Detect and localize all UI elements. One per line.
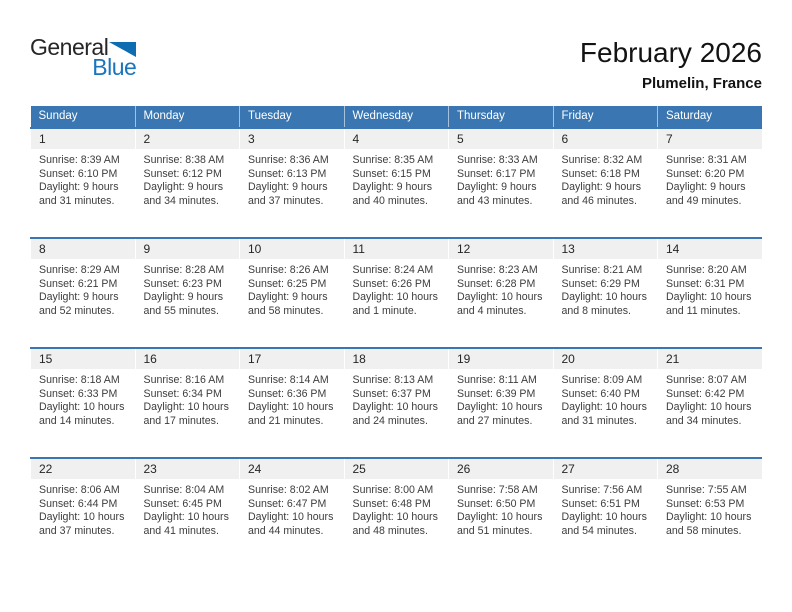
day-number: 21 <box>658 349 762 369</box>
sunrise-text: Sunrise: 8:04 AM <box>143 484 225 496</box>
weekday-header-row <box>31 106 763 128</box>
day-cell <box>658 458 763 568</box>
daylight-text: Daylight: 10 hours and 27 minutes. <box>457 401 543 427</box>
page-header <box>30 0 762 106</box>
daylight-text: Daylight: 9 hours and 31 minutes. <box>39 181 119 207</box>
sunrise-text: Sunrise: 8:14 AM <box>248 374 329 386</box>
daylight-text: Daylight: 9 hours and 58 minutes. <box>248 291 328 317</box>
day-cell <box>344 458 449 568</box>
sunset-text: Sunset: 6:33 PM <box>39 387 118 400</box>
daylight-text: Daylight: 10 hours and 37 minutes. <box>39 511 125 537</box>
weekday-header-saturday: Saturday <box>658 106 763 128</box>
calendar-table <box>30 106 762 568</box>
sunset-text: Sunset: 6:39 PM <box>457 387 536 400</box>
day-cell <box>240 348 345 458</box>
daylight-text: Daylight: 9 hours and 49 minutes. <box>666 181 746 207</box>
sunset-text: Sunset: 6:12 PM <box>143 167 222 180</box>
day-number: 8 <box>31 239 135 259</box>
day-cell <box>553 348 658 458</box>
day-number: 4 <box>345 129 449 149</box>
sunrise-text: Sunrise: 8:38 AM <box>143 154 225 166</box>
sunset-text: Sunset: 6:17 PM <box>457 167 536 180</box>
day-cell <box>31 348 136 458</box>
day-number: 26 <box>449 459 553 479</box>
daylight-text: Daylight: 10 hours and 31 minutes. <box>561 401 647 427</box>
sunrise-text: Sunrise: 8:20 AM <box>666 264 747 276</box>
daylight-text: Daylight: 9 hours and 52 minutes. <box>39 291 119 317</box>
daylight-text: Daylight: 10 hours and 4 minutes. <box>457 291 543 317</box>
day-number: 1 <box>31 129 135 149</box>
daylight-text: Daylight: 10 hours and 1 minute. <box>352 291 438 317</box>
daylight-text: Daylight: 9 hours and 37 minutes. <box>248 181 328 207</box>
day-number: 6 <box>554 129 658 149</box>
daylight-text: Daylight: 10 hours and 34 minutes. <box>666 401 752 427</box>
week-row-2 <box>31 238 763 348</box>
day-cell <box>658 128 763 238</box>
month-title: February 2026 <box>579 37 762 68</box>
day-cell <box>553 458 658 568</box>
week-row-3 <box>31 348 763 458</box>
sunset-text: Sunset: 6:26 PM <box>352 277 431 290</box>
daylight-text: Daylight: 9 hours and 40 minutes. <box>352 181 432 207</box>
logo-text-general: General <box>30 34 109 60</box>
day-number: 24 <box>240 459 344 479</box>
daylight-text: Daylight: 10 hours and 17 minutes. <box>143 401 229 427</box>
sunset-text: Sunset: 6:40 PM <box>561 387 640 400</box>
day-number: 2 <box>136 129 240 149</box>
day-cell <box>240 128 345 238</box>
sunset-text: Sunset: 6:45 PM <box>143 497 222 510</box>
day-number: 22 <box>31 459 135 479</box>
sunrise-text: Sunrise: 7:55 AM <box>666 484 747 496</box>
sunrise-text: Sunrise: 8:07 AM <box>666 374 747 386</box>
sunrise-text: Sunrise: 8:23 AM <box>457 264 538 276</box>
day-cell <box>31 458 136 568</box>
sunset-text: Sunset: 6:53 PM <box>666 497 745 510</box>
daylight-text: Daylight: 10 hours and 51 minutes. <box>457 511 543 537</box>
day-cell <box>135 348 240 458</box>
sunset-text: Sunset: 6:28 PM <box>457 277 536 290</box>
daylight-text: Daylight: 10 hours and 54 minutes. <box>561 511 647 537</box>
day-number: 10 <box>240 239 344 259</box>
title-block <box>580 38 762 92</box>
daylight-text: Daylight: 10 hours and 48 minutes. <box>352 511 438 537</box>
daylight-text: Daylight: 9 hours and 46 minutes. <box>561 181 641 207</box>
day-number: 19 <box>449 349 553 369</box>
daylight-text: Daylight: 9 hours and 43 minutes. <box>457 181 537 207</box>
sunrise-text: Sunrise: 8:36 AM <box>248 154 329 166</box>
sunrise-text: Sunrise: 8:06 AM <box>39 484 120 496</box>
day-number: 14 <box>658 239 762 259</box>
daylight-text: Daylight: 10 hours and 44 minutes. <box>248 511 334 537</box>
sunset-text: Sunset: 6:31 PM <box>666 277 745 290</box>
sunset-text: Sunset: 6:21 PM <box>39 277 118 290</box>
location-subtitle: Plumelin, France <box>641 75 762 92</box>
day-cell <box>344 238 449 348</box>
sunrise-text: Sunrise: 8:28 AM <box>143 264 225 276</box>
day-cell <box>135 238 240 348</box>
sunrise-text: Sunrise: 7:56 AM <box>561 484 643 496</box>
day-cell <box>240 238 345 348</box>
sunset-text: Sunset: 6:18 PM <box>561 167 640 180</box>
sunrise-text: Sunrise: 8:09 AM <box>561 374 643 386</box>
daylight-text: Daylight: 9 hours and 34 minutes. <box>143 181 223 207</box>
sunset-text: Sunset: 6:13 PM <box>248 167 327 180</box>
daylight-text: Daylight: 10 hours and 58 minutes. <box>666 511 752 537</box>
sunset-text: Sunset: 6:20 PM <box>666 167 745 180</box>
day-cell <box>553 128 658 238</box>
daylight-text: Daylight: 10 hours and 21 minutes. <box>248 401 334 427</box>
day-cell <box>553 238 658 348</box>
day-number: 12 <box>449 239 553 259</box>
sunrise-text: Sunrise: 8:39 AM <box>39 154 120 166</box>
daylight-text: Daylight: 9 hours and 55 minutes. <box>143 291 223 317</box>
sunset-text: Sunset: 6:50 PM <box>457 497 536 510</box>
sunrise-text: Sunrise: 8:29 AM <box>39 264 120 276</box>
day-cell <box>135 458 240 568</box>
sunset-text: Sunset: 6:23 PM <box>143 277 222 290</box>
day-number: 28 <box>658 459 762 479</box>
weekday-header-sunday: Sunday <box>31 106 136 128</box>
weekday-header-tuesday: Tuesday <box>240 106 345 128</box>
sunrise-text: Sunrise: 8:13 AM <box>352 374 434 386</box>
sunrise-text: Sunrise: 8:16 AM <box>143 374 225 386</box>
day-number: 15 <box>31 349 135 369</box>
weekday-header-monday: Monday <box>135 106 240 128</box>
weekday-header-friday: Friday <box>553 106 658 128</box>
week-row-1 <box>31 128 763 238</box>
day-number: 5 <box>449 129 553 149</box>
day-cell <box>344 348 449 458</box>
day-cell <box>240 458 345 568</box>
sunrise-text: Sunrise: 8:24 AM <box>352 264 434 276</box>
sunrise-text: Sunrise: 8:18 AM <box>39 374 120 386</box>
sunrise-text: Sunrise: 8:21 AM <box>561 264 643 276</box>
day-cell <box>658 348 763 458</box>
day-cell <box>135 128 240 238</box>
day-cell <box>31 128 136 238</box>
day-cell <box>449 238 554 348</box>
sunset-text: Sunset: 6:51 PM <box>561 497 640 510</box>
weekday-header-thursday: Thursday <box>449 106 554 128</box>
day-cell <box>658 238 763 348</box>
day-cell <box>449 128 554 238</box>
day-cell <box>449 458 554 568</box>
weekday-header-wednesday: Wednesday <box>344 106 449 128</box>
sunset-text: Sunset: 6:36 PM <box>248 387 327 400</box>
day-number: 27 <box>554 459 658 479</box>
day-number: 23 <box>136 459 240 479</box>
day-number: 17 <box>240 349 344 369</box>
daylight-text: Daylight: 10 hours and 41 minutes. <box>143 511 229 537</box>
sunrise-text: Sunrise: 8:00 AM <box>352 484 434 496</box>
sunset-text: Sunset: 6:47 PM <box>248 497 327 510</box>
sunset-text: Sunset: 6:37 PM <box>352 387 431 400</box>
daylight-text: Daylight: 10 hours and 8 minutes. <box>561 291 647 317</box>
sunrise-text: Sunrise: 8:33 AM <box>457 154 538 166</box>
sunset-text: Sunset: 6:15 PM <box>352 167 431 180</box>
daylight-text: Daylight: 10 hours and 24 minutes. <box>352 401 438 427</box>
sunrise-text: Sunrise: 8:31 AM <box>666 154 747 166</box>
day-number: 16 <box>136 349 240 369</box>
sunset-text: Sunset: 6:25 PM <box>248 277 327 290</box>
day-number: 18 <box>345 349 449 369</box>
day-cell <box>344 128 449 238</box>
sunrise-text: Sunrise: 8:32 AM <box>561 154 643 166</box>
general-blue-logo <box>30 34 137 80</box>
sunset-text: Sunset: 6:10 PM <box>39 167 118 180</box>
week-row-4 <box>31 458 763 568</box>
sunrise-text: Sunrise: 7:58 AM <box>457 484 538 496</box>
day-number: 7 <box>658 129 762 149</box>
day-number: 25 <box>345 459 449 479</box>
sunset-text: Sunset: 6:29 PM <box>561 277 640 290</box>
sunrise-text: Sunrise: 8:02 AM <box>248 484 329 496</box>
sunrise-text: Sunrise: 8:11 AM <box>457 374 537 386</box>
day-number: 9 <box>136 239 240 259</box>
day-cell <box>31 238 136 348</box>
day-number: 13 <box>554 239 658 259</box>
sunset-text: Sunset: 6:44 PM <box>39 497 118 510</box>
sunset-text: Sunset: 6:48 PM <box>352 497 431 510</box>
day-number: 11 <box>345 239 449 259</box>
day-number: 20 <box>554 349 658 369</box>
sunrise-text: Sunrise: 8:35 AM <box>352 154 434 166</box>
day-cell <box>449 348 554 458</box>
logo-word-blue: Blue <box>92 54 137 80</box>
sunset-text: Sunset: 6:34 PM <box>143 387 222 400</box>
daylight-text: Daylight: 10 hours and 14 minutes. <box>39 401 125 427</box>
daylight-text: Daylight: 10 hours and 11 minutes. <box>666 291 752 317</box>
day-number: 3 <box>240 129 344 149</box>
sunrise-text: Sunrise: 8:26 AM <box>248 264 329 276</box>
sunset-text: Sunset: 6:42 PM <box>666 387 745 400</box>
